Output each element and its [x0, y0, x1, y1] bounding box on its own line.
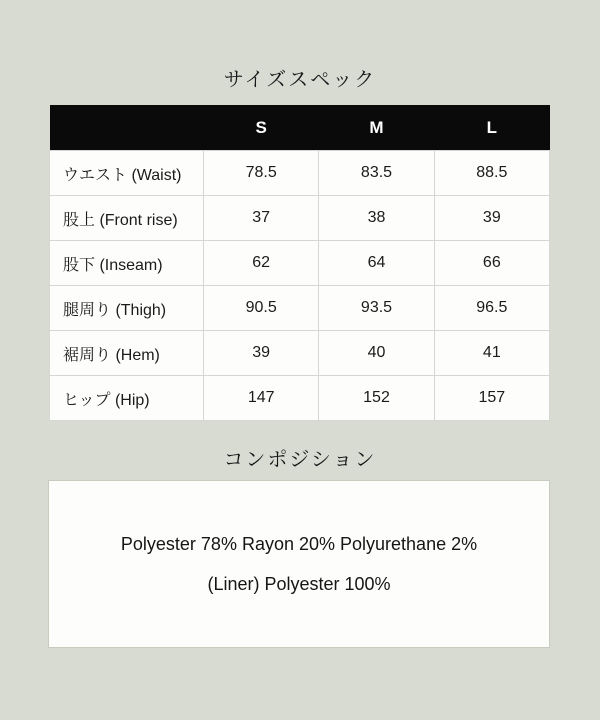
thigh-value-s: 90.5 [204, 286, 319, 331]
waist-value-m: 83.5 [319, 151, 434, 196]
hip-value-m: 152 [319, 376, 434, 421]
table-row [50, 331, 550, 376]
composition-box [48, 480, 550, 648]
size-column-l: L [434, 105, 549, 151]
row-label-hip: ヒップ (Hip) [50, 376, 204, 421]
waist-value-l: 88.5 [434, 151, 549, 196]
hem-value-m: 40 [319, 331, 434, 376]
row-label-thigh: 腿周り (Thigh) [50, 286, 204, 331]
composition-line-2: (Liner) Polyester 100% [207, 574, 391, 594]
composition-line-1: Polyester 78% Rayon 20% Polyurethane 2% [120, 534, 478, 554]
front-rise-value-m: 38 [319, 196, 434, 241]
size-spec-table [49, 105, 550, 421]
table-row [50, 376, 550, 421]
hem-value-s: 39 [204, 331, 319, 376]
table-row [50, 286, 550, 331]
table-row [50, 241, 550, 286]
waist-value-s: 78.5 [204, 151, 319, 196]
row-label-inseam: 股下 (Inseam) [50, 241, 204, 286]
table-row [50, 151, 550, 196]
size-spec-header-row [50, 105, 550, 151]
front-rise-value-s: 37 [204, 196, 319, 241]
thigh-value-l: 96.5 [434, 286, 549, 331]
row-label-front-rise: 股上 (Front rise) [50, 196, 204, 241]
front-rise-value-l: 39 [434, 196, 549, 241]
size-column-s: S [204, 105, 319, 151]
table-row [50, 196, 550, 241]
composition-title: コンポジション [223, 449, 377, 471]
size-column-m: M [319, 105, 434, 151]
hip-value-s: 147 [204, 376, 319, 421]
hip-value-l: 157 [434, 376, 549, 421]
row-label-hem: 裾周り (Hem) [50, 331, 204, 376]
thigh-value-m: 93.5 [319, 286, 434, 331]
hem-value-l: 41 [434, 331, 549, 376]
inseam-value-m: 64 [319, 241, 434, 286]
inseam-value-s: 62 [204, 241, 319, 286]
row-label-waist: ウエスト (Waist) [50, 151, 204, 196]
size-spec-title: サイズスペック [223, 69, 377, 91]
size-spec-corner-cell [50, 105, 204, 151]
inseam-value-l: 66 [434, 241, 549, 286]
